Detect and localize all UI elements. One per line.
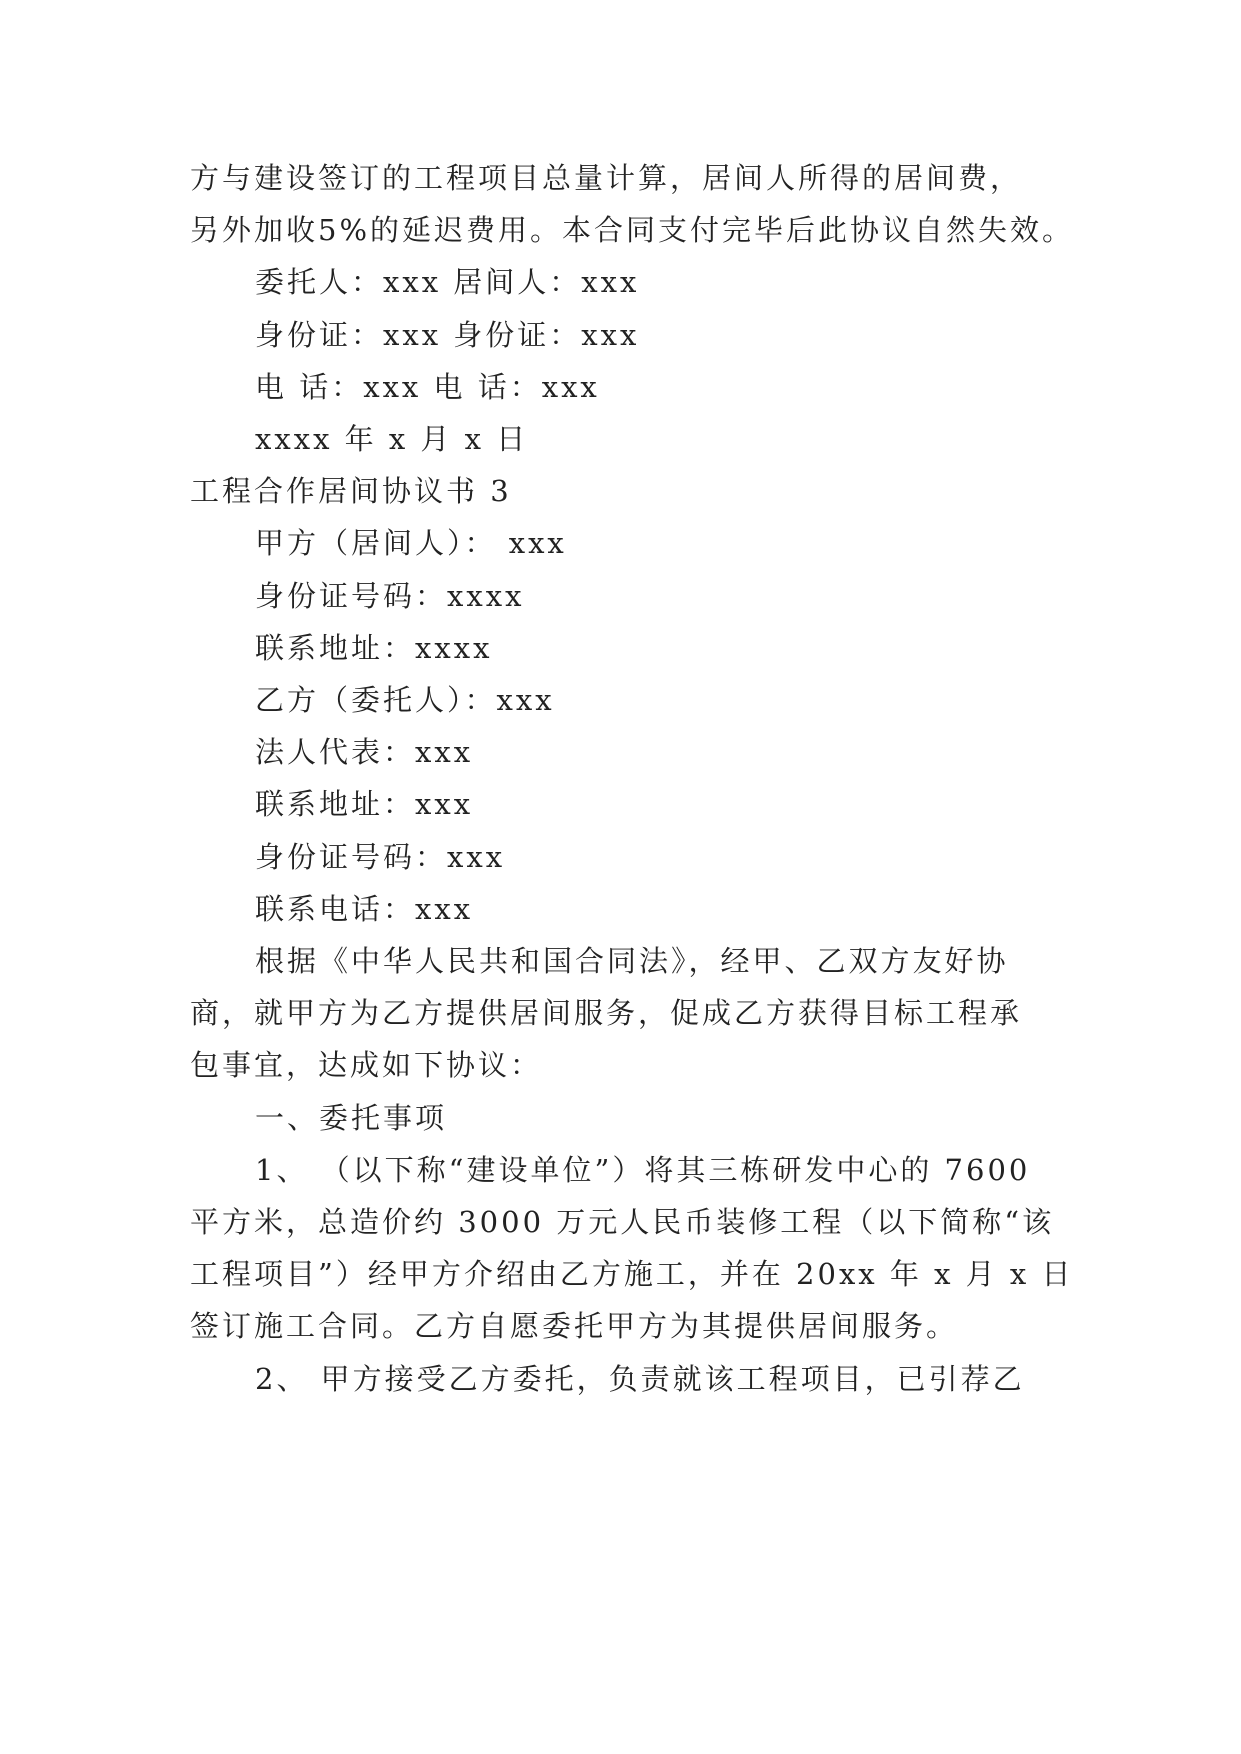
text-line: 根据《中华人民共和国合同法》，经甲、乙双方友好协 <box>255 944 1009 978</box>
text-line: 乙方（委托人）：xxx <box>255 683 555 717</box>
text-line: 工程项目”）经甲方介绍由乙方施工，并在 20xx 年 x 月 x 日 <box>190 1257 1074 1291</box>
text-line: 工程合作居间协议书 3 <box>190 474 512 508</box>
text-line: 联系地址：xxxx <box>255 631 493 665</box>
text-line: 联系地址：xxx <box>255 787 474 821</box>
text-line: 身份证号码：xxx <box>255 840 506 874</box>
text-line: 甲方（居间人）： xxx <box>255 526 567 560</box>
text-line: 身份证号码：xxxx <box>255 579 525 613</box>
text-line: 签订施工合同。乙方自愿委托甲方为其提供居间服务。 <box>190 1309 959 1343</box>
text-line: 商，就甲方为乙方提供居间服务，促成乙方获得目标工程承 <box>190 996 1023 1030</box>
text-line: xxxx 年 x 月 x 日 <box>255 422 529 456</box>
text-line: 2、 甲方接受乙方委托，负责就该工程项目，已引荐乙 <box>255 1362 1025 1396</box>
text-line: 包事宜，达成如下协议： <box>190 1048 543 1082</box>
text-line: 另外加收5%的延迟费用。本合同支付完毕后此协议自然失效。 <box>190 213 1075 247</box>
text-line: 1、 （以下称“建设单位”）将其三栋研发中心的 7600 <box>255 1153 1031 1187</box>
text-line: 方与建设签订的工程项目总量计算，居间人所得的居间费， <box>190 161 1023 195</box>
text-line: 平方米，总造价约 3000 万元人民币装修工程（以下简称“该 <box>190 1205 1055 1239</box>
text-line: 一、委托事项 <box>255 1101 448 1135</box>
text-line: 电 话：xxx 电 话：xxx <box>255 370 600 404</box>
text-line: 法人代表：xxx <box>255 735 474 769</box>
text-line: 委托人：xxx 居间人：xxx <box>255 265 640 299</box>
text-line: 联系电话：xxx <box>255 892 474 926</box>
text-line: 身份证：xxx 身份证：xxx <box>255 318 640 352</box>
